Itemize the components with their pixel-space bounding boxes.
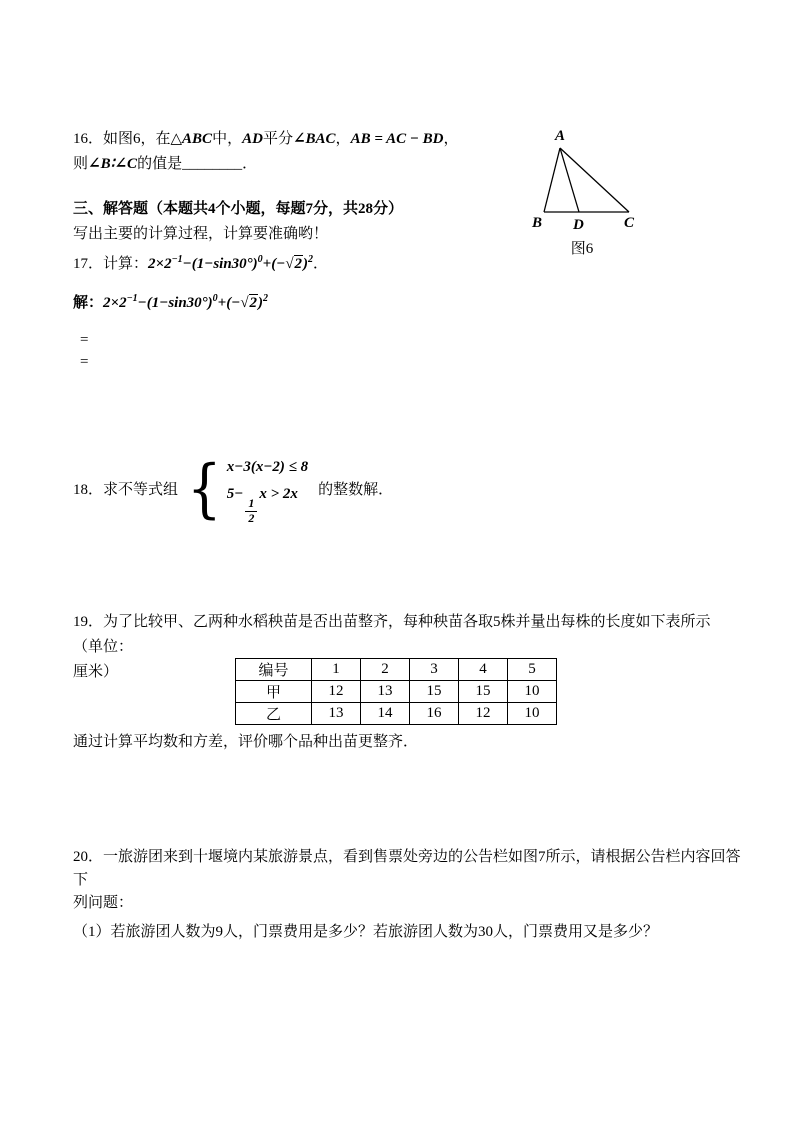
header-cell: 1: [312, 659, 361, 681]
vertex-label-c: C: [624, 215, 635, 231]
vertex-label-a: A: [555, 128, 566, 144]
q17-solution-formula: $2\times 2^{-1}-(1-\sin 30^\circ)^0+(-√2)^2$: [103, 293, 269, 311]
system-brace: {: [187, 452, 222, 527]
q17-formula: $2\times 2^{-1}-(1-\sin 30^\circ)^0+(-√2)^2$: [148, 254, 314, 272]
data-cell: 15: [459, 681, 508, 703]
data-cell: 10: [508, 703, 557, 725]
data-cell: 12: [459, 703, 508, 725]
figure-6: [512, 120, 652, 258]
q18-label: 18．求不等式组: [73, 481, 179, 498]
q16-math-ad: AD: [242, 131, 263, 147]
equals-line-2: =: [80, 354, 89, 370]
q19-conclusion: 通过计算平均数和方差，评价哪个品种出苗更整齐．: [73, 734, 419, 750]
figure-6-caption: 图6: [570, 241, 594, 257]
q16-answer-blank: ________: [182, 156, 243, 172]
q18-suffix: 的整数解．: [318, 481, 394, 498]
q16-text-3: 平分: [262, 131, 293, 147]
q20-sub-question-1: （1）若旅游团人数为9人，门票费用是多少？若旅游团人数为30人，门票费用又是多少？: [73, 924, 659, 940]
q17-label: 17．计算：: [73, 256, 149, 272]
q16-math-ratio: ∠B∶∠C: [88, 156, 138, 172]
q16-text-2: 中，: [212, 131, 243, 147]
q16-math-equation: AB = AC − BD: [350, 131, 444, 147]
q16-text-6: 则: [73, 156, 89, 172]
q19-line-1: 19．为了比较甲、乙两种水稻秧苗是否出苗整齐，每种秧苗各取5株并量出每株的长度如下表所示（单位：: [73, 614, 711, 655]
q16-text-4: ，: [335, 131, 351, 147]
data-cell: 10: [508, 681, 557, 703]
header-cell: 2: [361, 659, 410, 681]
q16-text-5: ，: [443, 131, 459, 147]
section-3-title: 三、解答题（本题共4个小题，每题7分，共28分）: [73, 201, 404, 217]
table-row: [236, 681, 557, 703]
triangle-figure: [512, 120, 652, 232]
q16-text-1: 16．如图6，在: [73, 131, 171, 147]
q16-math-angle-bac: ∠BAC: [292, 131, 336, 147]
q17-period: ．: [313, 256, 329, 272]
seedling-data-table: [235, 658, 557, 725]
question-17: [73, 252, 328, 277]
header-cell: 3: [410, 659, 459, 681]
q20-line-2: 列问题：: [73, 895, 134, 911]
header-cell: 5: [508, 659, 557, 681]
q19-line-2: 厘米）: [73, 664, 119, 680]
row-label-cell: 甲: [236, 681, 312, 703]
solution-label: 解：: [73, 295, 104, 311]
data-cell: 13: [361, 681, 410, 703]
question-16: [73, 127, 528, 177]
vertex-label-b: B: [532, 215, 543, 231]
q20-line-1: 20．一旅游团来到十堰境内某旅游景点，看到售票处旁边的公告栏如图7所示，请根据公告栏内容回答下: [73, 849, 741, 888]
inequality-system: [227, 454, 308, 526]
q16-text-8: ．: [242, 156, 258, 172]
inequality-1: x−3(x−2) ≤ 8: [226, 459, 309, 476]
section-3-subtitle: 写出主要的计算过程，计算要准确哟！: [73, 226, 329, 242]
data-cell: 16: [410, 703, 459, 725]
question-16-line-2: [73, 152, 528, 177]
q16-text-7: 的值是: [137, 156, 183, 172]
data-cell: 13: [312, 703, 361, 725]
inequality-2: 5− $\frac{1}{2}$ x > 2x: [226, 486, 298, 525]
q16-math-triangle: △ABC: [170, 131, 213, 147]
header-cell: 编号: [236, 659, 312, 681]
table-row: [236, 703, 557, 725]
section-3: [73, 197, 533, 247]
vertex-label-d: D: [573, 217, 584, 232]
question-16-line-1: [73, 127, 528, 152]
q17-solution-line: [73, 291, 268, 316]
data-cell: 12: [312, 681, 361, 703]
data-cell: 14: [361, 703, 410, 725]
equals-line-1: =: [80, 332, 89, 348]
row-label-cell: 乙: [236, 703, 312, 725]
question-18: [73, 450, 393, 530]
header-cell: 4: [459, 659, 508, 681]
table-header-row: [236, 659, 557, 681]
question-20: [73, 846, 743, 944]
data-cell: 15: [410, 681, 459, 703]
